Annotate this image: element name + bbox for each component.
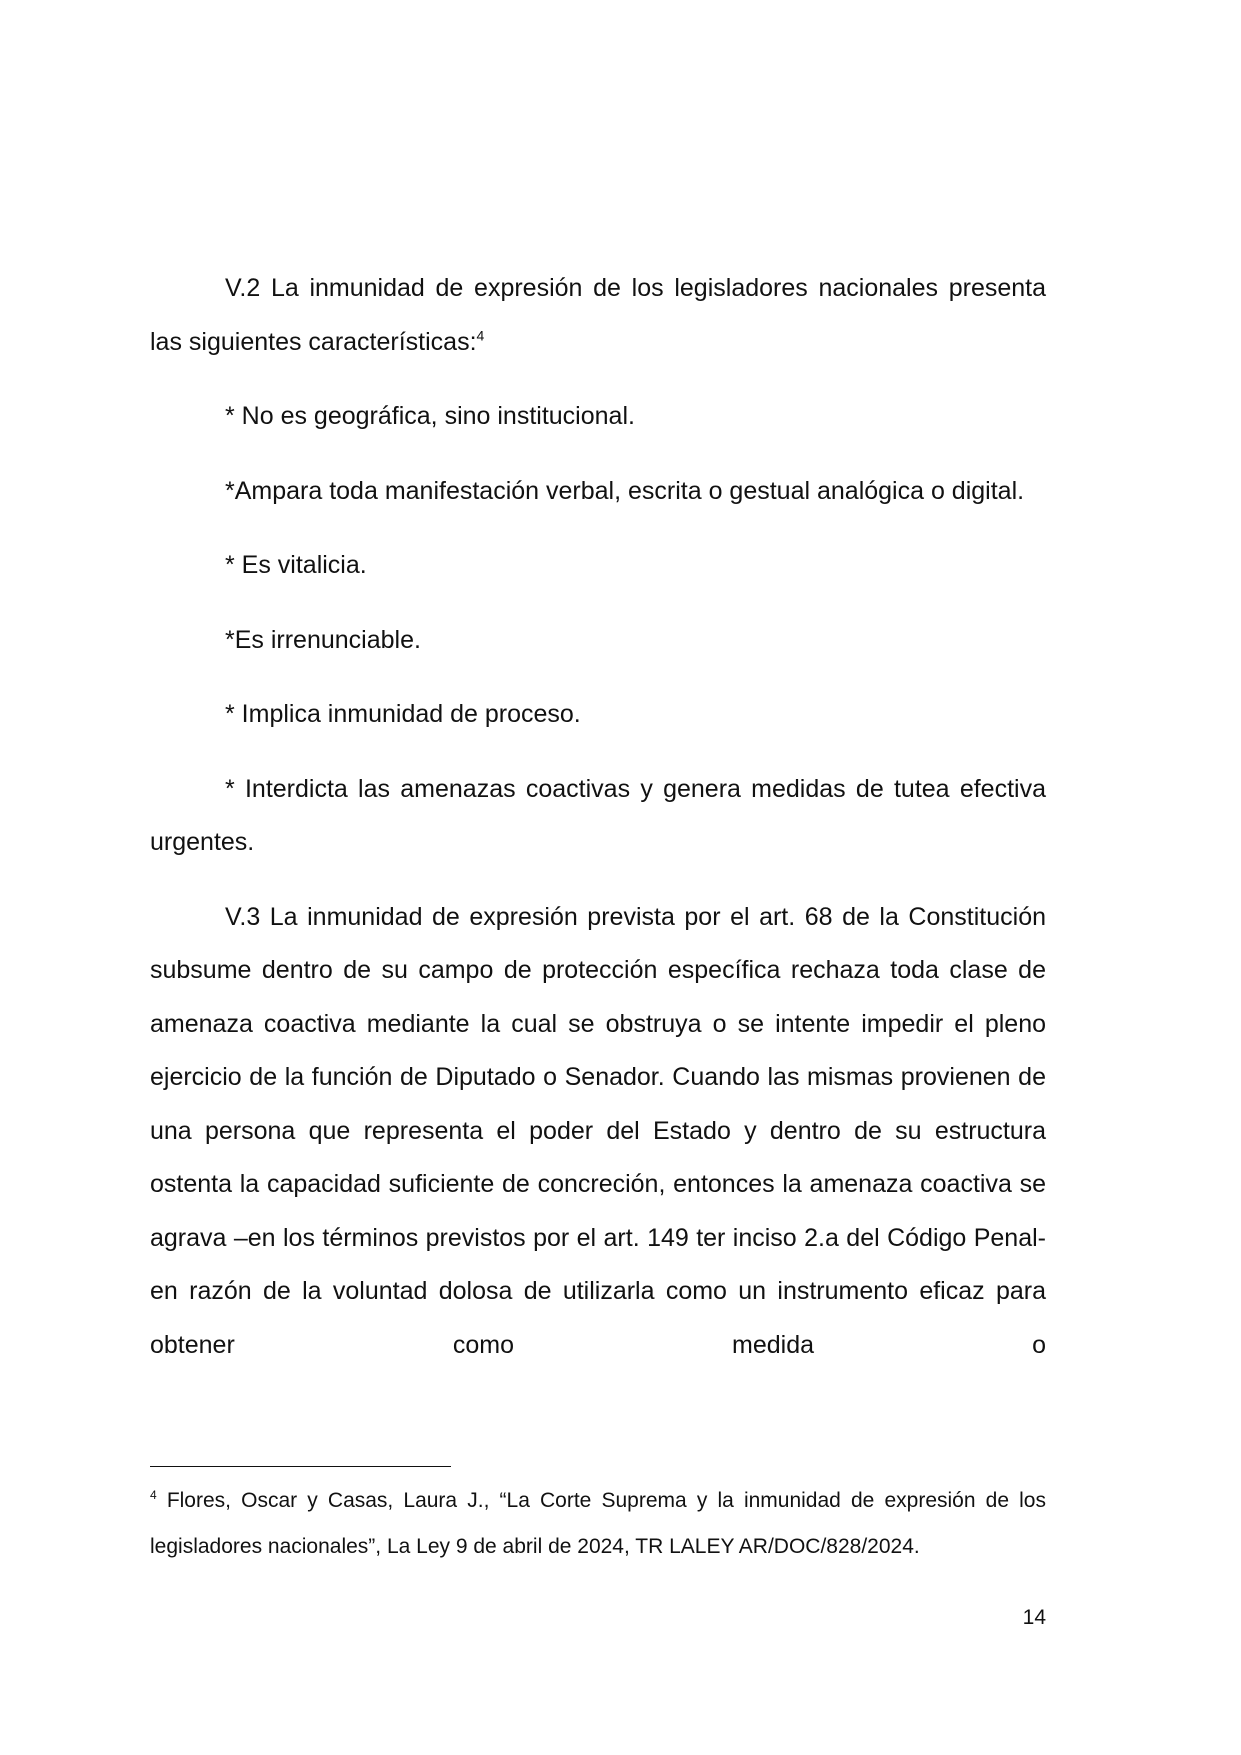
list-item-text: * Es vitalicia.	[225, 551, 367, 579]
list-item-text: * Interdicta las amenazas coactivas y genera medidas de tutea efectiva urgentes.	[150, 774, 1046, 856]
list-item-covers-expression	[150, 465, 1046, 519]
list-item-text: * No es geográfica, sino institucional.	[225, 402, 635, 430]
list-item-threats	[150, 763, 1046, 870]
paragraph-v3-text: V.3 La inmunidad de expresión prevista por el art. 68 de la Constitución subsume dentro de su campo de protección específica rechaza toda clase de amenaza coactiva mediante la cual se obstruya o se intente impedir el pleno ejercicio de la función de Diputado o Senador. Cuando las mismas provienen de una persona que representa el poder del Estado y dentro de su estructura ostenta la capacidad suficiente de concreción, entonces la amenaza coactiva se agrava –en los términos previstos por el art. 149 ter inciso 2.a del Código Penal- en razón de la voluntad dolosa de utilizarla como un instrumento eficaz para obtener como medida o	[150, 902, 1046, 1359]
paragraph-v2-text: V.2 La inmunidad de expresión de los legisladores nacionales presenta las siguientes características:	[150, 274, 1046, 356]
list-item-text: * Implica inmunidad de proceso.	[225, 700, 581, 728]
list-item-irrenounceable	[150, 614, 1046, 668]
footnote	[150, 1478, 1046, 1570]
page-number: 14	[1022, 1606, 1046, 1629]
body-text	[150, 262, 1046, 1372]
list-item-text: *Ampara toda manifestación verbal, escrita o gestual analógica o digital.	[225, 476, 1025, 505]
footnote-marker: 4	[150, 1488, 157, 1502]
paragraph-v3	[150, 891, 1046, 1373]
list-item-lifelong	[150, 539, 1046, 593]
list-item-process-immunity	[150, 688, 1046, 742]
paragraph-v2	[150, 262, 1046, 369]
footnote-separator	[150, 1466, 451, 1467]
footnote-text: Flores, Oscar y Casas, Laura J., “La Corte Suprema y la inmunidad de expresión de los legisladores nacionales”, La Ley 9 de abril de 2024, TR LALEY AR/DOC/828/2024.	[150, 1489, 1046, 1558]
footnote-reference[interactable]: 4	[476, 327, 485, 344]
list-item-not-geographic	[150, 390, 1046, 444]
list-item-text: *Es irrenunciable.	[225, 625, 421, 654]
